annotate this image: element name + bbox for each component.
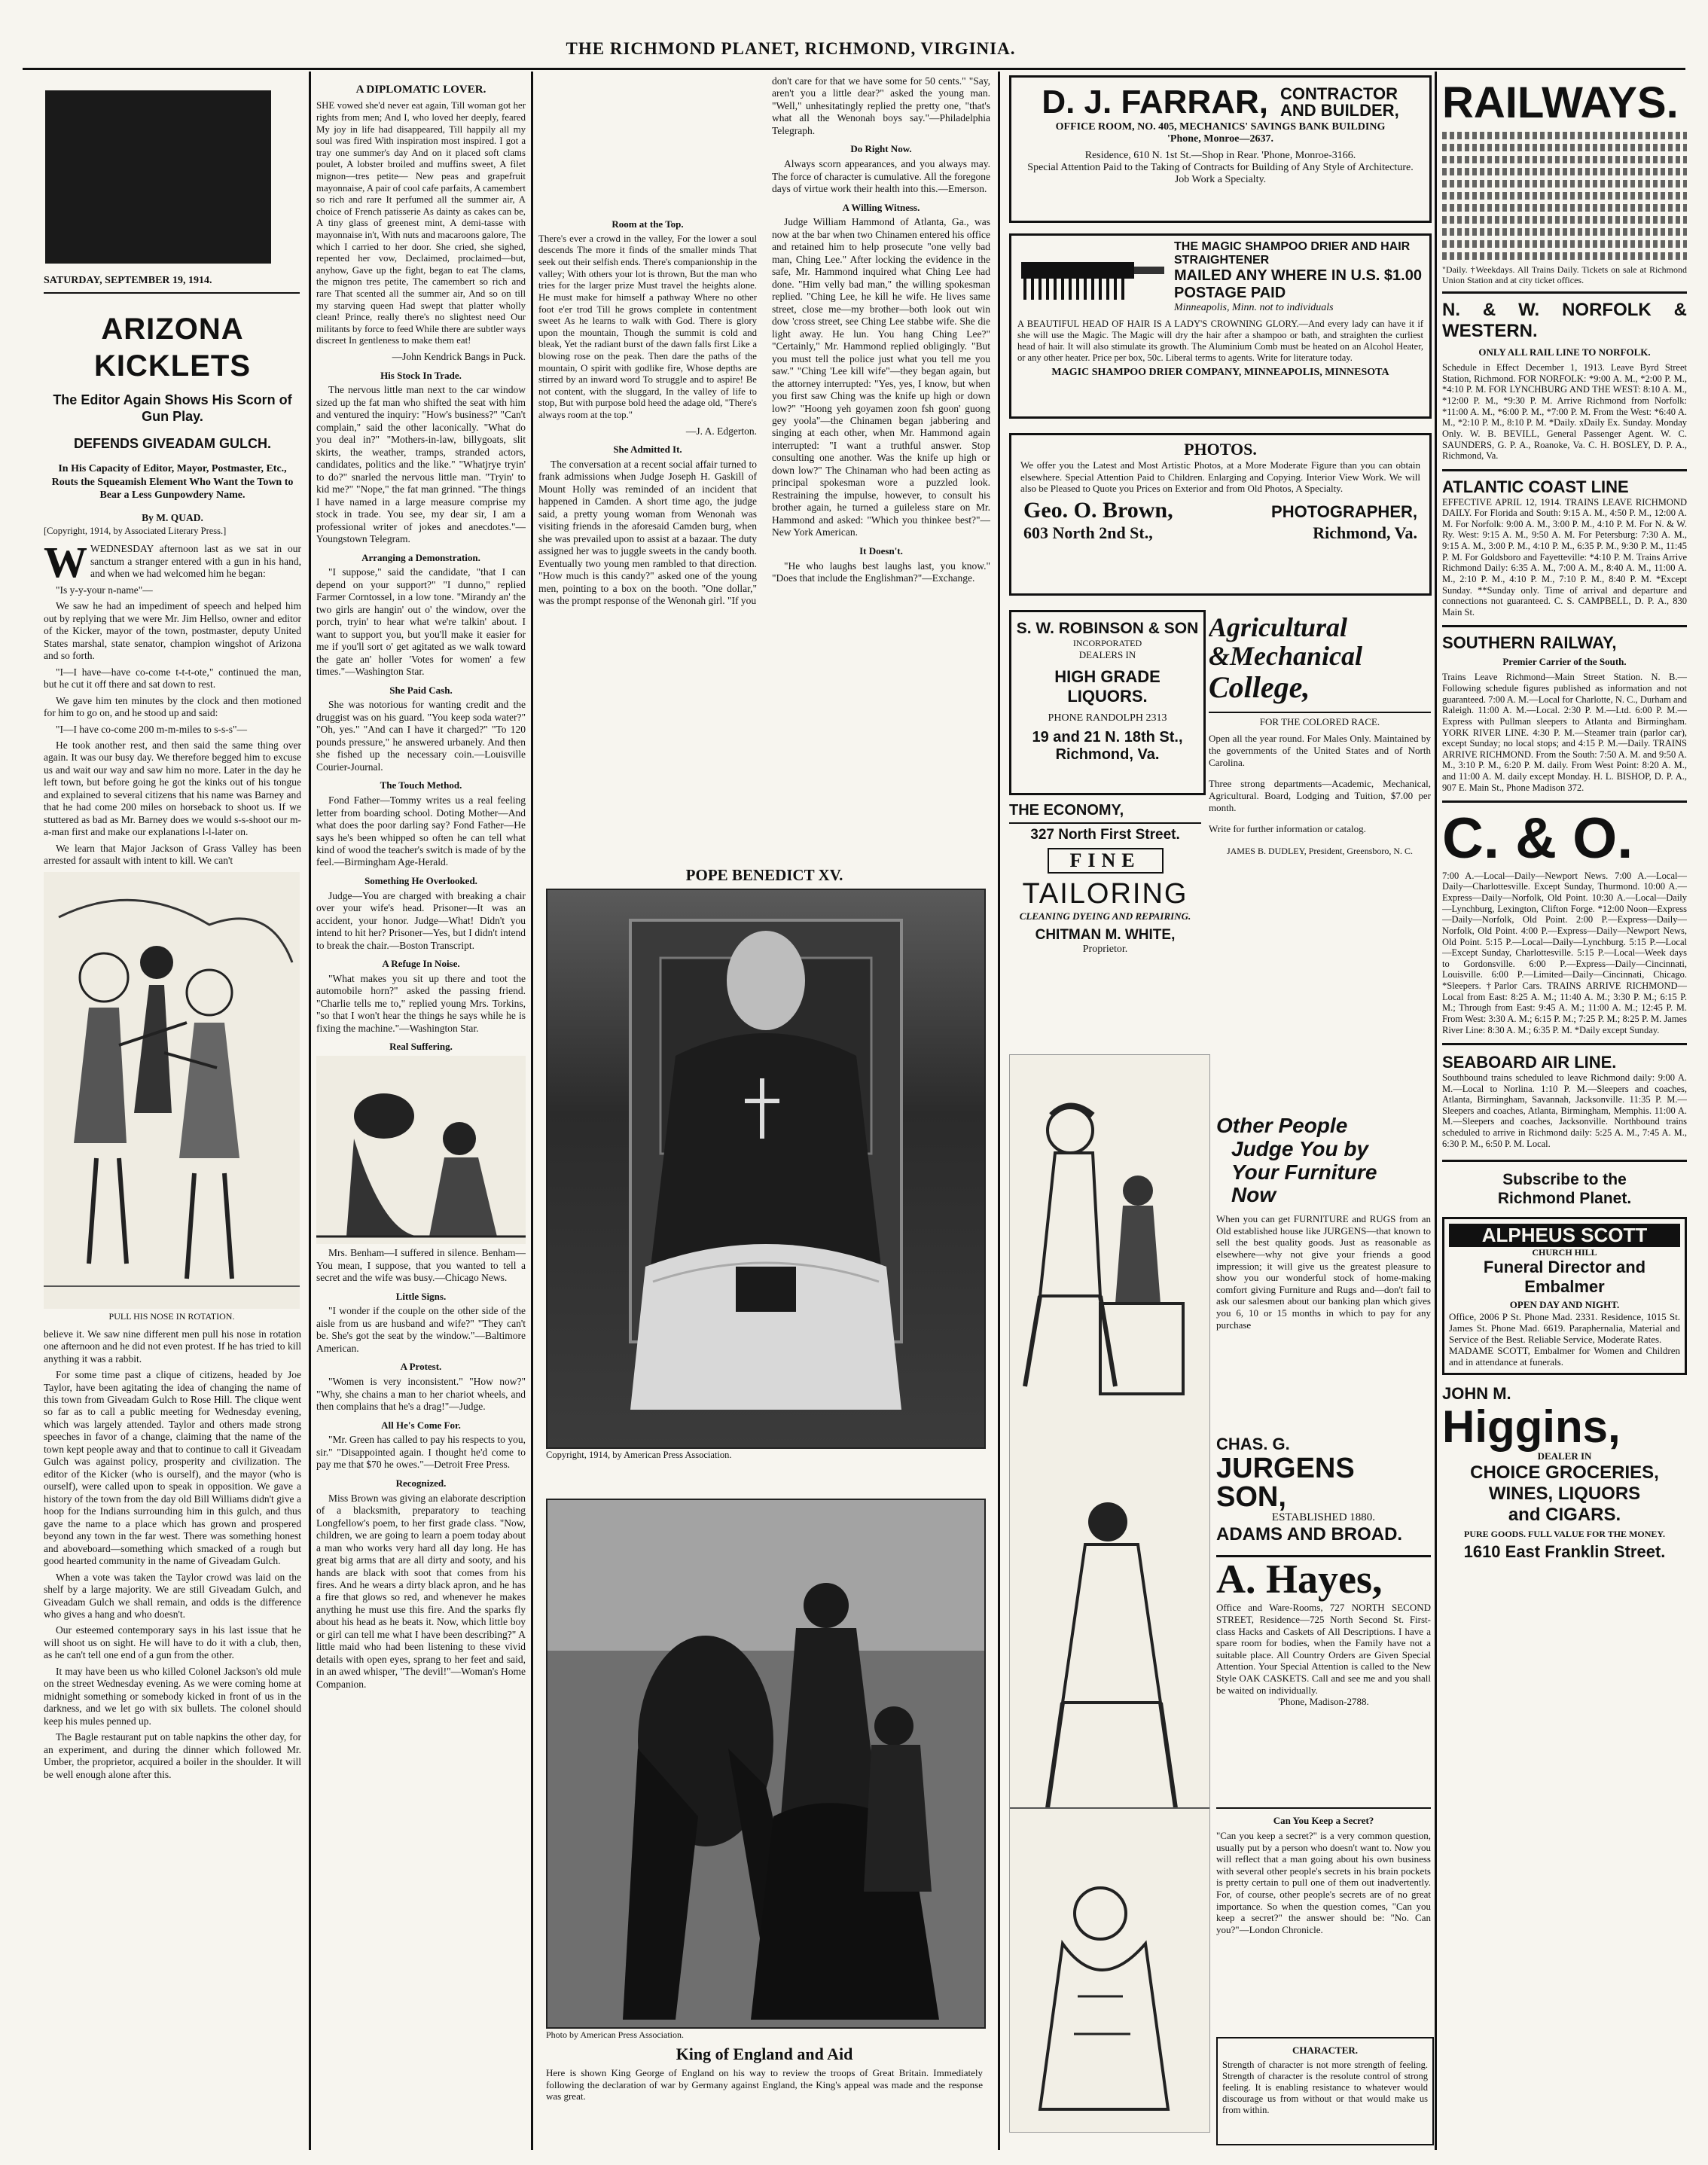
jurgens-body: When you can get FURNITURE and RUGS from an Old established house like JURGENS—that known to sell the best quality goods. Just as reasonable as elsewhere—why not give your friends a good impression; it will give us the greatest pleasure to show you our wonderful stock of home-making comfort giving Furniture and Rugs and—don't fail to ask our salesmen about our banking plan which gives you 6, 10 or 15 months in which to pay for any purchase [1216, 1213, 1431, 1331]
heading-overlooked: Something He Overlooked. [364, 874, 477, 886]
co-schedule: 7:00 A.—Local—Daily—Newport News. 7:00 A.—Local—Daily—Charlottesville. Except Sunday, Thurmond. 10:00 A.—Express—Daily—Norfolk, Old Point. 10:30 A.—Local—Daily—Lynchburg, Lexington, Clifton Forge. *12:00 Noon—Express—Daily—Norfolk, Old Point. 2:00 P.—Express—Daily—Norfolk, Old Point. 4:00 P.—Express—Daily—Newport News, Old Point. 5:15 P.—Local—Daily—Lynchburg. 5:15 P.—Local—Except Sunday, Charlottesville. 5:15 P.—Local—Week days to Gordonsville. 6:00 P.—Express—Daily—Cincinnati, Louisville. 6:00 P.—Limited—Daily—Cincinnati, Chicago. *Sleepers. †Parlor Cars. TRAINS ARRIVE RICHMOND—Local from East: 8:25 A. M.; 11:40 A. M.; 3:30 P. M.; 6:15 P. M.; Through from East: 9:45 A. M.; 11:00 A. M.; 12:45 P. M. From West: 3:30 A. M.; 6:15 P. M.; 7:25 P. M.; 8:25 P. M. James River Line: 8:30 A. M.; 6:35 P. M. *Daily except Sunday. [1442, 870, 1687, 1035]
railways-note: "Daily. †Weekdays. All Trains Daily. Tickets on sale at Richmond Union Station and at city ticket offices. [1442, 264, 1687, 285]
photo-title-pope: POPE BENEDICT XV. [685, 866, 843, 884]
economy-name: THE ECONOMY, [1009, 802, 1124, 819]
heading-doesnt: It Doesn't. [859, 544, 903, 556]
paragraph: We gave him ten minutes by the clock and then motioned for him to go on, and he stood up and said: [44, 694, 301, 719]
column-rule [531, 72, 533, 2150]
robinson-address: 19 and 21 N. 18th St., [1032, 729, 1183, 746]
jurgens-name: JURGENS SON, [1216, 1453, 1355, 1513]
magic-address: Minneapolis, Minn. not to individuals [1174, 302, 1334, 313]
paragraph: "I—I have co-come 200 m-m-miles to s-s-s"— [56, 723, 247, 735]
poem-credit: —J. A. Edgerton. [685, 425, 757, 437]
photo-caption-king: Here is shown King George of England on his way to review the troops of Great Britain. Immediately following the declaration of war by Germany against England, the King's appeal was made and the response was great. [546, 2067, 983, 2102]
poem: There's ever a crowd in the valley, For the lower a soul descends The more it finds of the smaller minds That seek out their selfish ends. There's companionship in the valley; With others your lot is thrown, But the man who tries for the larger prize Must travel the heights alone. He must make for himself a pathway Where no other foot e'er trod Till he grows complete in contentment sweet As he learns to walk with God. There is glory upon the mountain, Though the summit is cold and bleak, Yet the radiant burst of the dawn falls first Like a blowing rose on the peak. Then dare the paths of the mountain, O spirit with godlike fire, Whose depths are stirred by an inward word To struggle and to aspire! Be not content, with the sluggard, In the valley of life to stop, But with purpose bold heed the adage old, "There's always room at the top." [538, 233, 757, 420]
cartoon-drawing [44, 872, 300, 1309]
heading-right: Do Right Now. [850, 143, 912, 155]
paragraph: "Mr. Green has called to pay his respects to you, sir." "Disappointed again. I thought he'd come to pay me that $70 he owes."—Detroit Free Press. [316, 1434, 526, 1471]
scott-madame: MADAME SCOTT, Embalmer for Women and Children and in attendance at funerals. [1449, 1345, 1680, 1368]
ad-alpheus-scott [1442, 1217, 1687, 1374]
magic-company: MAGIC SHAMPOO DRIER COMPANY, MINNEAPOLIS, MINNESOTA [1051, 367, 1389, 378]
magic-brand: THE MAGIC SHAMPOO DRIER AND HAIR STRAIGHTENER [1174, 240, 1411, 267]
ad-subscribe [1442, 1171, 1687, 1208]
character-title: CHARACTER. [1292, 2045, 1359, 2056]
paragraph: don't care for that we have some for 50 cents." "Say, aren't you a little dear?" asked the young man. "Well," unhesitatingly replied the pretty one, "that's what all the Wenonah boys say."—Philadelphia Telegraph. [772, 75, 990, 136]
farrar-residence: Residence, 610 N. 1st St.—Shop in Rear. 'Phone, Monroe-3166. [1084, 150, 1356, 161]
copyright: [Copyright, 1914, by Associated Literary Press.] [44, 526, 227, 537]
heading-refuge: A Refuge In Noise. [382, 958, 460, 970]
ad-hayes [1216, 1555, 1431, 1806]
robinson-phone: PHONE RANDOLPH 2313 [1048, 712, 1167, 724]
masthead: THE RICHMOND PLANET, RICHMOND, VIRGINIA. [566, 39, 1016, 58]
jurgens-heading: Judge You by [1231, 1136, 1369, 1160]
co-title: C. & O. [1442, 807, 1633, 871]
secret-title: Can You Keep a Secret? [1273, 1815, 1374, 1826]
pope-figure [547, 890, 984, 1447]
paragraph: "He who laughs best laughs last, you know." "Does that include the Englishman?"—Exchange. [772, 560, 990, 584]
economy-fine: FINE [1048, 848, 1164, 874]
ad-robinson [1009, 610, 1206, 795]
scott-open: OPEN DAY AND NIGHT. [1509, 1299, 1620, 1311]
column-6 [1442, 72, 1687, 2150]
poem-credit: —John Kendrick Bangs in Puck. [392, 351, 526, 363]
nw-title: N. & W. NORFOLK & WESTERN. [1442, 299, 1687, 341]
economy-tailoring: TAILORING [1022, 878, 1188, 910]
paragraph: "I wonder if the couple on the other side of the aisle from us are husband and wife?" "They can't be. She's got the seat by the window."—Baltimore American. [316, 1305, 526, 1354]
higgins-dealer: DEALER IN [1537, 1450, 1592, 1462]
poem-title: A DIPLOMATIC LOVER. [355, 84, 486, 96]
paragraph: "Is y-y-your n-name"— [56, 584, 153, 596]
subscribe-line: Richmond Planet. [1497, 1189, 1632, 1207]
paragraph: "I—I have—have co-come t-t-t-ote," continued the man, but he cut it off there and sat down to rest. [44, 666, 301, 691]
date-rule [44, 292, 300, 294]
paragraph: "What makes you sit up there and toot the automobile horn?" asked the passing friend. "Charlie tells me to," replied young Mrs. Torkins, "so that I won't hear the things he says while he is fixing the machine."—Washington Star. [316, 973, 526, 1034]
robinson-inc: INCORPORATED [1072, 638, 1142, 648]
hayes-name: A. Hayes, [1216, 1557, 1383, 1602]
sr-title: SOUTHERN RAILWAY, [1442, 633, 1617, 653]
article-character [1216, 2037, 1434, 2145]
heading-stock: His Stock In Trade. [380, 369, 462, 381]
robinson-name: S. W. ROBINSON & SON [1016, 620, 1199, 637]
magic-body: A BEAUTIFUL HEAD OF HAIR IS A LADY'S CROWNING GLORY.—And every lady can have it if she will use the Magic. The Magic will dry the hair after a shampoo or bath, and straighten the curliest head of hair. It will also stimulate its growth. The Aluminium Comb must be heated on an Alcohol Heater, or any other heater. Price per box, 50c. Liberal terms to agents. Write for literature today. [1017, 319, 1423, 363]
college-sign: JAMES B. DUDLEY, President, Greensboro, N. C. [1226, 845, 1414, 856]
heading-cash: She Paid Cash. [389, 684, 453, 696]
issue-date: SATURDAY, SEPTEMBER 19, 1914. [44, 275, 212, 286]
heading-touch: The Touch Method. [380, 779, 462, 791]
farrar-office: OFFICE ROOM, NO. 405, MECHANICS' SAVINGS BANK BUILDING [1055, 121, 1386, 133]
comb-icon [1017, 247, 1168, 307]
sal-title: SEABOARD AIR LINE. [1442, 1053, 1617, 1072]
heading-recognized: Recognized. [395, 1477, 447, 1489]
college-body: Three strong departments—Academic, Mechanical, Agricultural. Board, Lodging and Tuition, $7.00 per month. [1209, 777, 1431, 813]
suffering-illustration [316, 1056, 526, 1244]
scott-name: ALPHEUS SCOTT [1449, 1224, 1680, 1246]
heading-willing: A Willing Witness. [842, 201, 920, 213]
paragraph: Fond Father—Tommy writes us a real feeling letter from boarding school. Doting Mother—And what does the poor darling say? Fond Father—He says he's been whipped so often he can tell what kind of wood the teacher's switch is made of by the feel.—Birmingham Age-Herald. [316, 794, 526, 868]
scott-title: Embalmer [1524, 1276, 1605, 1296]
farrar-trade: CONTRACTOR [1280, 84, 1398, 103]
heading-come: All He's Come For. [381, 1419, 461, 1431]
ad-magic-shampoo [1009, 233, 1432, 419]
ad-jurgens [1216, 1115, 1431, 1438]
economy-role: Proprietor. [1082, 944, 1128, 955]
robinson-goods: LIQUORS. [1067, 687, 1148, 706]
byline: By M. QUAD. [142, 511, 203, 523]
jurgens-name: CHAS. G. [1216, 1435, 1290, 1453]
baseball-drawing [1010, 1055, 1209, 2132]
acl-title: ATLANTIC COAST LINE [1442, 477, 1629, 496]
higgins-address: 1610 East Franklin Street. [1463, 1541, 1666, 1561]
jurgens-est: ESTABLISHED 1880. [1271, 1511, 1376, 1523]
higgins-pure: PURE GOODS. FULL VALUE FOR THE MONEY. [1464, 1528, 1665, 1539]
ad-higgins [1442, 1384, 1687, 1562]
paragraph: She was notorious for wanting credit and the druggist was on his guard. "You keep soda water?" "Oh, yes." "And can I have it charged?" "To 120 pounds pressure," he answered urbanely. And then she fished up the necessary coin.—Louisville Courier-Journal. [316, 699, 526, 773]
secret-body: "Can you keep a secret?" is a very common question, usually put by a person who doesn't want to. Now you will reflect that a man going about his own business with several other people's secrets in his brain pockets is pretty certain to pull one of them out inadvertently. For, of course, other people's secrets are of no great importance. So when the question comes, "Can you keep a secret?" the answer should be: "No. Can you?"—London Chronicle. [1216, 1830, 1431, 1935]
magic-mailed: MAILED ANY WHERE IN U.S. $1.00 POSTAGE PAID [1174, 267, 1422, 301]
photo-credit-king: Photo by American Press Association. [546, 2029, 684, 2040]
column-rule [309, 72, 311, 2150]
jurgens-address: ADAMS AND BROAD. [1216, 1524, 1403, 1544]
acl-schedule: EFFECTIVE APRIL 12, 1914. TRAINS LEAVE RICHMOND DAILY. For Florida and South: 9:15 A. M., 4:50 P. M., 12:00 A. M. For Norfolk: 9:00 A. M., 3:00 P. M., 4:10 P. M. For N. & W. Ry. West: 9:15 A. M., 9:50 A. M. For Petersburg: 7:30 A. M., 9:15 A. M., 3:00 P. M., 4:10 P. M., 6:35 P. M., 9:30 P. M., 11:45 P. M. For Goldsboro and Fayetteville: *4:10 P. M. Trains Arrive Richmond Daily: 6:35 A. M., 7:00 A. M., 8:40 A. M., 11:00 A. M., 2:10 P. M., 4:10 P. M., 7:10 P. M., 8:40 P. M. *Except Sunday. **Sunday only. Time of arrival and departure and connections not guaranteed. C. S. CAMPBELL, D. P. A., 830 Main St. [1442, 496, 1687, 617]
paragraph: For some time past a clique of citizens, headed by Joe Taylor, have been agitating the idea of changing the name of this town from Giveadam Gulch to Rose Hill. The clique went so far as to call a public meeting for Wednesday evening, which was largely attended. Taylor and others made strong speeches in favor of a change, claiming that the name of the town kept people away and that to continue to call it Giveadam Gulch was against policy, prosperity and civilization. The editor of the Kicker (who is ourself), and the mayor (who is ourself), were called upon to speak in opposition. We gave a history of the town from the day old Bill Williams didn't give a hoop for the Indians surrounding him in this gulch, and thus gave the name to a place which has grown and prospered beyond any town in the far west. There was something honest and aboveboard—something which smacked of a rough but good hearted community in the name of Giveadam Gulch. [44, 1369, 301, 1567]
photos-address: 603 North 2nd St., [1023, 523, 1153, 542]
hayes-body: Office and Ware-Rooms, 727 NORTH SECOND STREET, Residence—725 North Second St. First-class Hacks and Caskets of All Descriptions. I have a spare room for bodies, when the Family have not a suitable place. All Country Orders are Given Special Attention. Your Special Attention is called to the New Style OAK CASKETS. Call and see me and you shall be waited on individually. [1216, 1602, 1431, 1696]
baseball-cartoon [1009, 1054, 1210, 2133]
heading-suffering: Real Suffering. [389, 1041, 453, 1053]
photos-trade: PHOTOGRAPHER, [1271, 502, 1417, 521]
scott-body: Office, 2006 P St. Phone Mad. 2331. Residence, 1015 St. James St. Phone Mad. 6619. Paraphernalia, Material and Service of the Best. Reliable Service, Moderate Rates. [1449, 1310, 1680, 1345]
heading-room: Room at the Top. [612, 218, 684, 230]
railways-header: RAILWAYS. [1442, 78, 1679, 127]
paragraph: The conversation at a recent social affair turned to frank admissions when Judge Joseph H. Gaskill of Mount Holly was reminded of an incident that happened in Camden. A short time ago, the judge said, a pretty young woman from Wenonah was visiting friends in the aforesaid Camden burg, when she was prevailed upon to assist at a bazaar. The duty assigned her was to juggle sweets in the candy booth. Eventually two young men rambled to that direction. "How much is this candy?" asked one of the young men, pointing to a box on the booth. "One dollar," was the prompt response of the Wenonah girl. "If you [538, 458, 757, 607]
subscribe-line: Subscribe to the [1502, 1171, 1627, 1189]
paragraph: Judge William Hammond of Atlanta, Ga., was now at the bar when two Chinamen entered his office and retained him to help prosecute "one velly bad man, Ching Lee." After locking the evidence in the safe, Mr. Hammond inquired what Ching Lee had done. "Him velly bad man," the willing spokesman replied. "Ching Lee, he kill he wife. He lives same street, close me—my brother—both look out win dow 'cross street, see Ching Lee stabbe wife. She die light away. He lun. You hang Ching Lee?" "Certainly," Mr. Hammond replied obligingly. "But you must tell the police just what you tell me you saw." "Ching 'Lee kill wife"—they began again, but the attorney interrupted: "Yes, yes, I know, but when you first saw Ching was the knife up high or down low?" "Hoong yeh goyamen zoon fsh goon' guong gey yoola"—the Chinamen began jabbering and singing at each other, when Mr. Hammond again interrupted: "I want a truthful answer. Stop consulting one another. Was the knife up high or down low?" The Chinaman who had been acting as principal spokesman wore a puzzled look. Restraining the impulse, however, to consult his brother again, he turned a guileless stare on Mr. Hammond and asked: "Which you thinkee best?"—New York American. [772, 216, 990, 538]
robinson-goods: HIGH GRADE [1054, 667, 1161, 686]
jurgens-heading: Your Furniture [1231, 1160, 1377, 1184]
headline-arizona-kicklets: ARIZONA KICKLETS [94, 313, 251, 383]
paragraph: "Women is very inconsistent." "How now?" "Why, she chains a man to her chariot wheels, and then complains that he's a drag!"—Judge. [316, 1376, 526, 1413]
higgins-goods: CHOICE GROCERIES, [1470, 1462, 1659, 1483]
college-title: College, [1209, 669, 1310, 704]
scott-title: Funeral Director and [1483, 1257, 1646, 1276]
jurgens-heading: Other People [1216, 1115, 1348, 1137]
paragraph: "I suppose," said the candidate, "that I can depend on your support?" "I dunno," replied Farmer Corntossel, in a low tone. "Mirandy an' the two girls are hangin' out o' the window, over the porch, tryin' to hear what we're talkin' about. I want to support you, but you'll make it easier for me if you'll sort o' get agitated as we walk toward the gate an' holler 'Votes for women' a few times."—Washington Star. [316, 566, 526, 678]
hayes-phone: 'Phone, Madison-2788. [1278, 1696, 1369, 1708]
nw-sub: ONLY ALL RAIL LINE TO NORFOLK. [1478, 346, 1651, 358]
higgins-goods: WINES, LIQUORS [1488, 1483, 1641, 1504]
column-rule [998, 72, 1000, 2150]
college-body: Open all the year round. For Males Only. Maintained by the governments of the United States and of North Carolina. [1209, 732, 1431, 768]
sal-schedule: Southbound trains scheduled to leave Richmond daily: 9:00 A. M.—Local to Norlina. 1:10 P. M.—Sleepers and coaches, Atlanta, Birmingham, Savannah, Jacksonville. 11:35 P. M.—Sleepers and coaches, Atlanta, Birmingham, Memphis. 11:00 A. M.—Sleepers and coaches, Jacksonville. Northbound trains scheduled to arrive in Richmond daily: 5:25 A. M., 7:45 A. M., 6:30 P. M., 6:50 P. M. Local. [1442, 1072, 1687, 1149]
photos-city: Richmond, Va. [1313, 523, 1417, 542]
college-title: Agricultural [1209, 614, 1348, 642]
farrar-trade: AND BUILDER, [1280, 101, 1399, 120]
nw-schedule: Schedule in Effect December 1, 1913. Leave Byrd Street Station, Richmond. FOR NORFOLK: *9:00 A. M., *2:00 P. M., *4:10 P. M. FOR LYNCHBURG AND THE WEST: 8:10 A. M., *12:00 P. M., *9:30 P. M. Arrive Richmond from Norfolk: *11:00 A. M., *6:00 P. M., *7:00 P. M. From the West: *6:40 A. M., *2:10 P. M., 8:10 P. M. *Daily. xDaily Ex. Sunday. Monday Only. W. B. BEVILL, General Passenger Agent. W. C. SAUNDERS, G. P. A., Roanoke, Va. C. H. BOSLEY, D. P. A., Richmond, Va. [1442, 362, 1687, 462]
drop-cap: W [44, 538, 87, 587]
paragraph: Mrs. Benham—I suffered in silence. Benham—You mean, I suppose, that you wanted to tell a secret and the wife was busy.—Chicago News. [316, 1247, 526, 1284]
college-body: Write for further information or catalog. [1209, 822, 1366, 834]
economy-owner: CHITMAN M. WHITE, [1035, 927, 1176, 943]
ad-photos [1009, 433, 1432, 596]
photo-king [546, 1499, 986, 2029]
college-title: &Mechanical [1209, 640, 1362, 671]
cartoon-illustration [44, 872, 301, 1324]
jurgens-heading: Now [1231, 1183, 1276, 1207]
higgins-name: Higgins, [1442, 1401, 1621, 1453]
robinson-city: Richmond, Va. [1055, 746, 1160, 763]
paragraph: It may have been us who killed Colonel Jackson's old mule on the street Wednesday evening. As we were coming home at midnight something or somebody kicked in front of us in the darkness, and we let go with six bullets. The colonel should keep his mules penned up. [44, 1665, 301, 1727]
paragraph: When a vote was taken the Taylor crowd was laid on the shelf by a large majority. We are still Giveadam Gulch, and Giveadam Gulch we shall remain, and odds is the difference who gives a hang and who doesn't. [44, 1571, 301, 1620]
photo-pope [546, 889, 986, 1449]
economy-address: 327 North First Street. [1030, 827, 1180, 843]
column-2 [316, 75, 526, 2146]
column-1 [44, 297, 301, 2150]
college-for: FOR THE COLORED RACE. [1209, 712, 1431, 728]
subheadline: The Editor Again Shows His Scorn of Gun Play. [53, 392, 292, 424]
heading-arranging: Arranging a Demonstration. [361, 551, 480, 563]
masthead-rule [23, 68, 1685, 70]
character-body: Strength of character is not more strength of feeling. Strength of character is the resolute control of strong feeling. It is enabling resistance to whatever would discourage us from without or that would make us from within. [1222, 2060, 1428, 2115]
farrar-special: Special Attention Paid to the Taking of Contracts for Building of Any Style of Architecture. Job Work a Specialty. [1027, 162, 1414, 185]
sr-schedule: Trains Leave Richmond—Main Street Station. N. B.—Following schedule figures published as information and not guaranteed. 7:00 A. M.—Local for Charlotte, N. C., Durham and Raleigh. 11:00 A. M.—Local. 2:30 P. M.—Ltd. 6:00 P. M.—Express with Pullman sleepers to Atlanta and Birmingham. YORK RIVER LINE. 4:30 P. M.—Steamer train (parlor car), except Sunday; no local stops; and 4:15 P. M.—Daily. TRAINS ARRIVE RICHMOND. From the South: 7:50 A. M. and 9:50 A. M., 3:10 P. M., 6:20 P. M. daily. From West Point: 8:20 A. M., and 11:00 A. M. daily except Monday. H. L. BISHOP, D. P. A., 907 E. Main St., Phone Madison 372. [1442, 672, 1687, 793]
paragraph: Judge—You are charged with breaking a chair over your wife's head. Prisoner—It was an accident, your honor. Judge—What! Didn't you intend to hit her? Prisoner—Yes, but I didn't intend to break the chair.—Boston Transcript. [316, 889, 526, 951]
paragraph: WEDNESDAY afternoon last as we sat in our sanctum a stranger entered with a gun in his hand, and when we had welcomed him he began: [90, 543, 301, 580]
column-rule [1435, 72, 1437, 2150]
photo-title-king: King of England and Aid [676, 2045, 853, 2063]
sr-sub: Premier Carrier of the South. [1502, 656, 1627, 668]
robinson-dealers: DEALERS IN [1078, 649, 1136, 660]
jurgens-signature [1216, 1435, 1431, 1548]
paragraph: We learn that Major Jackson of Grass Valley has been arrested for assault with intent to kill. We can't [44, 842, 301, 867]
ad-farrar [1009, 75, 1432, 223]
paragraph: The nervous little man next to the car window sized up the fat man who shifted the seat with him and ventured the inquiry: "How's business?" "Can't complain," said the other laconically. "What do you deal in?" "Mothers-in-law, billygoats, slit skirts, the weather, tramps, stranded actors, candidates, politics and the like." "Whatjrye tryin' to do?" snarled the nervous little man. "Tryin' to kid me?" "Nope," the fat man grinned. "The things I have named in a large measure comprise my stock in trade. You see, my dear sir, I am a professional writer of jokes and anecdotes."—Youngstown Telegram. [316, 384, 526, 545]
column-3 [538, 75, 757, 874]
column-4 [772, 75, 990, 874]
obscured-block [45, 90, 271, 264]
paragraph: believe it. We saw nine different men pull his nose in rotation one afternoon and he did not even protest. If he has tried to kill anything it was a rabbit. [44, 1328, 301, 1365]
ad-college [1209, 614, 1431, 1050]
photos-body: We offer you the Latest and Most Artistic Photos, at a More Moderate Figure than you can obtain elsewhere. Special Attention Paid to Children. Enlarging and Copying. Interior View Work. We will also be Pleased to Quote you Prices on Exterior and from Old Photos, A Specialty. [1020, 459, 1420, 495]
scott-church: CHURCH HILL [1532, 1246, 1597, 1258]
paragraph: The Bagle restaurant put on table napkins the other day, for an experiment, and during the dinner which followed Mr. Umber, the proprietor, acquired a boiler in the shoulder. It will be well enough alone after this. [44, 1731, 301, 1780]
farrar-name: D. J. FARRAR, [1042, 84, 1269, 120]
poem: SHE vowed she'd never eat again, Till woman got her rights from men; And I, who loved her deeply, feared My joy in life had disappeared, Till happily all my soul was fired With inspiration most inspired. I got a tray one summer's day And on it placed soft clams poulet, A lobster broiled and muffins sweet, A filet mignon—tres petite— New peas and grapefruit mayonnaise, A pair of cool cafe parfaits, A camembert so rich and rare It perfumed all the summer air, A choice of French patisserie As dainty as cakes can be, A tiny glass of greenest mint, A demi-tasse with mayonnaise in't, With nuts and macaroons galore, The which I carried to her door. She cried, she sighed, repented her vow, Declaimed, proclaimed—but, anyhow, Gave up the fight, began to eat The clams, the mignon tres petite, The camembert so rich and rare That scented all the summer air, And so on till my starving queen Had swept that platter wholly clean! Prince, really there's no slightest need Our militants by force to feed While there are subtler ways discreet In gentleness to make them eat! [316, 100, 526, 346]
paragraph: He took another rest, and then said the same thing over again. It was our busy day. We therefore begged him to excuse us and wait our way and saw him no more. Later in the day he left town, but before going he got the kinks out of his tongue and explained to several citizens that his name was Barney and that he had come 200 miles on horseback to shoot us. If we stuttered as bad as Mr. Barney does we would s-s-shoot our m-a-man first and make our explanations l-l-later on. [44, 739, 301, 838]
farrar-phone: 'Phone, Monroe—2637. [1167, 133, 1273, 145]
deck: In His Capacity of Editor, Mayor, Postmaster, Etc., Routs the Squeamish Element Who Want the Town to Bear a Less Gunpowdery Name. [51, 463, 294, 501]
higgins-goods: and CIGARS. [1508, 1504, 1621, 1525]
heading-protest: A Protest. [400, 1361, 442, 1373]
suffering-drawing [316, 1056, 526, 1244]
cartoon-caption: PULL HIS NOSE IN ROTATION. [108, 1311, 235, 1322]
article-secret [1216, 1807, 1431, 2005]
photo-credit-pope: Copyright, 1914, by American Press Association. [546, 1450, 732, 1460]
heading-signs: Little Signs. [395, 1290, 447, 1302]
heading-admitted: She Admitted It. [613, 444, 682, 456]
economy-services: CLEANING DYEING AND REPAIRING. [1019, 910, 1191, 922]
paragraph: Always scorn appearances, and you always may. The force of character is cumulative. All the foregone days of virtue work their health into this.—Emerson. [772, 158, 990, 195]
king-figure [547, 1500, 984, 2027]
higgins-first: JOHN M. [1442, 1383, 1511, 1403]
paragraph: Miss Brown was giving an elaborate description of a blacksmith, preparatory to teaching Longfellow's poem, to her first grade class. "Now, children, we are going to learn a poem today about a man who works very hard all day long. He has great big arms that are all dirty and sooty, and his hands are black with soot that comes from his fires. And he wears a dirty black apron, and he has a fire that glows so red, and whenever he makes anything he must use this fire. And the sparks fly about his head as he beats it. Now, which little boy or girl can tell me what I have been describing?" A little maid who had been listening to these vivid details with open eyes, sprang to her feet and said, in an awed whisper, "The devil!"—Woman's Home Companion. [316, 1492, 526, 1690]
subheadline-defends: DEFENDS GIVEADAM GULCH. [73, 435, 271, 451]
paragraph: Our esteemed contemporary says in his last issue that he will shoot us on sight. He will have to do it with a club, then, as he can't tell one end of a gun from the other. [44, 1624, 301, 1661]
photos-name: Geo. O. Brown, [1023, 497, 1173, 523]
photos-title: PHOTOS. [1184, 440, 1257, 459]
paragraph: We saw he had an impediment of speech and helped him out by replying that we were Mr. Jim Hellso, owner and editor of the Kicker, mayor of the town, postmaster, deputy United States marshal, state senator, champion wingshot of Arizona and so forth. [44, 600, 301, 662]
